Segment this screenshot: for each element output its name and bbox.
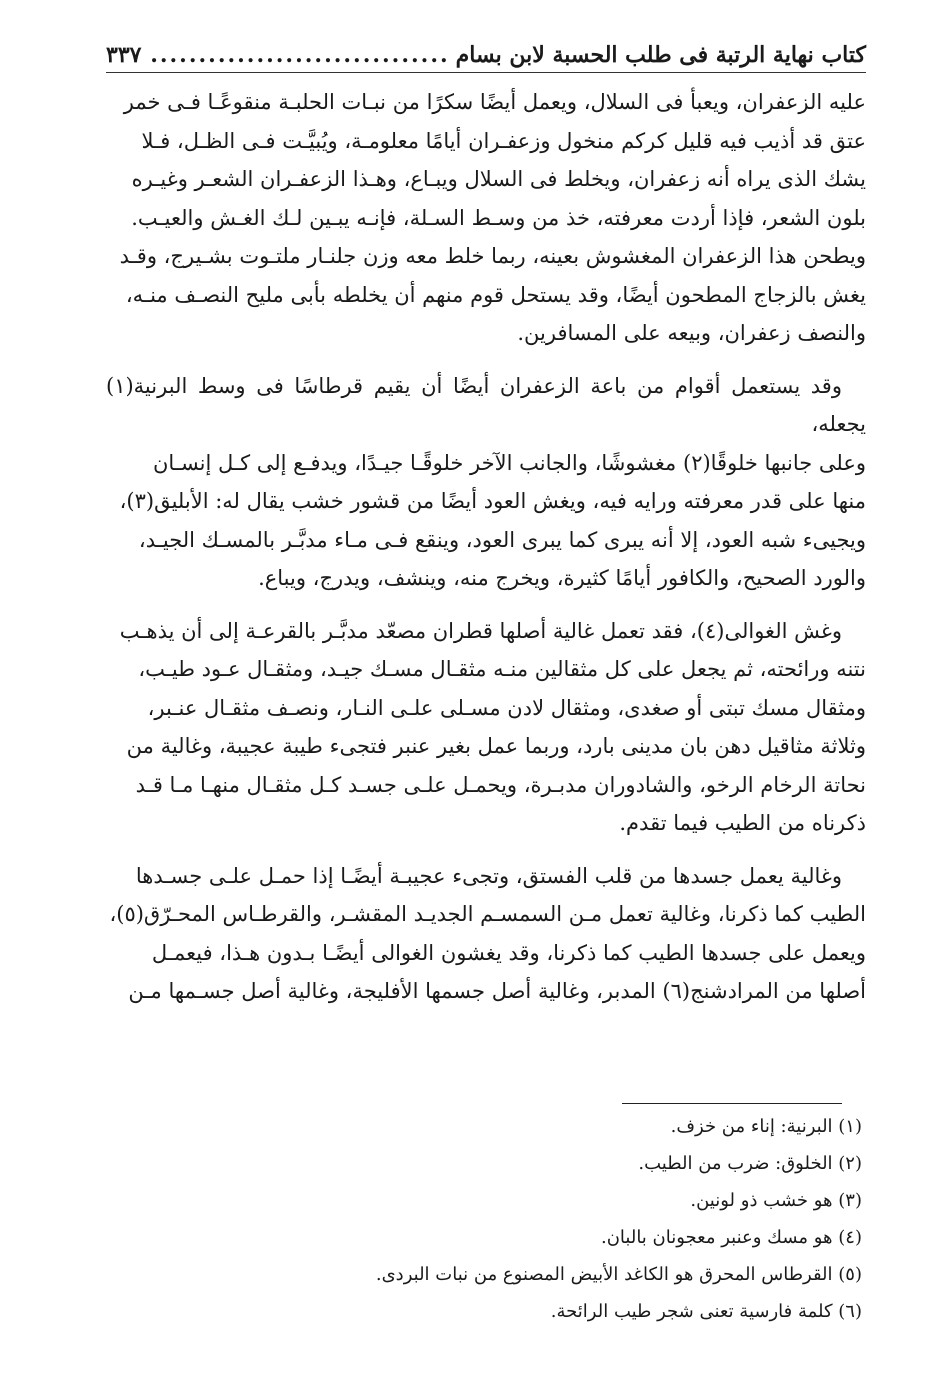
text-line: وثلاثة مثاقيل دهن بان مدينى بارد، وربما عمل بغير عنبر فتجىء طيبة عجيبة، وغالية من: [126, 734, 866, 758]
text-line: وعلى جانبها خلوقًا(٢) مغشوشًا، والجانب الآخر خلوقًـا جيـدًا، ويدفـع إلى كـل إنسـان: [152, 450, 866, 475]
page-number: ٣٣٧: [106, 42, 142, 68]
paragraph-4: [106, 857, 866, 1011]
header-title: كتاب نهاية الرتبة فى طلب الحسبة لابن بسام: [455, 42, 866, 68]
footnote-2: (٢) الخلوق: ضرب من الطيب.: [638, 1153, 862, 1174]
footnote-6: (٦) كلمة فارسية تعنى شجر طيب الرائحة.: [550, 1301, 862, 1322]
text-line: منها على قدر معرفته ورايه فيه، ويغش العود أيضًا من قشور خشب يقال له: الأبليق(٣)،: [119, 489, 866, 513]
text-line: وقد يستعمل أقوام من باعة الزعفران أيضًا أن يقيم قرطاسًا فى وسط البرنية(١) يجعله،: [106, 373, 866, 436]
text-line: عتق قد أذيب فيه قليل كركم منخول وزعفـران أيامًا معلومـة، ويُبيَّـت فـى الظـل، فـلا: [141, 128, 866, 153]
paragraph-1: [106, 83, 866, 353]
text-line: الطيب كما ذكرنا، وغالية تعمل مـن السمسـم الجديـد المقشـر، والقرطـاس المحـرّق(٥)،: [109, 902, 866, 926]
book-page: [106, 38, 866, 1025]
text-line: نتنه ورائحته، ثم يجعل على كل مثقالين منـه مثقـال مسـك جيـد، ومثقـال عـود طيـب،: [138, 657, 866, 681]
text-line: ويطحن هذا الزعفران المغشوش بعينه، ربما خلط معه وزن جلنـار ملتـوت بشـيرج، وقـد: [119, 244, 866, 268]
text-line: ذكرناه من الطيب فيما تقدم.: [619, 811, 866, 835]
text-line: وغش الغوالى(٤)، فقد تعمل غالية أصلها قطران مصعّد مدبَّـر بالقرعـة إلى أن يذهـب: [119, 618, 842, 643]
footnote-3: (٣) هو خشب ذو لونين.: [690, 1190, 862, 1211]
text-line: نحاتة الرخام الرخو، والشادوران مدبـرة، ويحمـل علـى جسـد كـل مثقـال منهـا مـا قـد: [135, 772, 866, 797]
footnote-5: (٥) القرطاس المحرق هو الكاغد الأبيض المصنوع من نبات البردى.: [375, 1264, 862, 1285]
footnote-4: (٤) هو مسك وعنبر معجونان بالبان.: [600, 1227, 862, 1248]
paragraph-2: [106, 367, 866, 598]
text-line: ويعمل على جسدها الطيب كما ذكرنا، وقد يغشون الغوالى أيضًـا بـدون هـذا، فيعمـل: [151, 940, 866, 965]
text-line: بلون الشعر، فإذا أردت معرفته، خذ من وسـط السـلة، فإنـه يبـين لـك الغـش والعيـب.: [131, 205, 866, 230]
text-line: ومثقال مسك تبتى أو صغدى، ومثقال لادن مسـلى علـى النـار، ونصـف مثقـال عنـبر،: [147, 695, 866, 720]
footnote-1: (١) البرنية: إناء من خزف.: [670, 1116, 862, 1137]
header-dots: ...............................: [150, 42, 450, 68]
text-line: يشك الذى يراه أنه زعفران، ويخلط فى السلال ويبـاع، وهـذا الزعفـران الشعـر وغيـره: [131, 167, 866, 191]
text-line: يغش بالزجاج المطحون أيضًا، وقد يستحل قوم منهم أن يخلطه بأبى مليح النصـف منـه،: [125, 282, 866, 307]
paragraph-3: [106, 612, 866, 843]
text-line: والورد الصحيح، والكافور أيامًا كثيرة، ويخرج منه، وينشف، ويدرج، ويباع.: [258, 566, 866, 590]
footnote-separator: [622, 1103, 842, 1104]
text-line: ويجيىء شبه العود، إلا أنه يبرى كما يبرى العود، وينقع فـى مـاء مدبَّـر بالمسـك الجيـد،: [138, 527, 866, 552]
footnotes: [102, 1112, 862, 1334]
text-line: والنصف زعفران، وبيعه على المسافرين.: [517, 321, 866, 345]
text-line: أصلها من المرادشنج(٦) المدبر، وغالية أصل جسمها الأفليجة، وغالية أصل جسـمها مـن: [128, 979, 866, 1003]
text-line: عليه الزعفران، ويعبأ فى السلال، ويعمل أيضًا سكرًا من نبـات الحلبـة منقوعًـا فـى خمر: [123, 90, 866, 114]
text-line: وغالية يعمل جسدها من قلب الفستق، وتجىء عجيبـة أيضًـا إذا حمـل علـى جسـدها: [135, 863, 842, 888]
running-header: [106, 38, 866, 73]
